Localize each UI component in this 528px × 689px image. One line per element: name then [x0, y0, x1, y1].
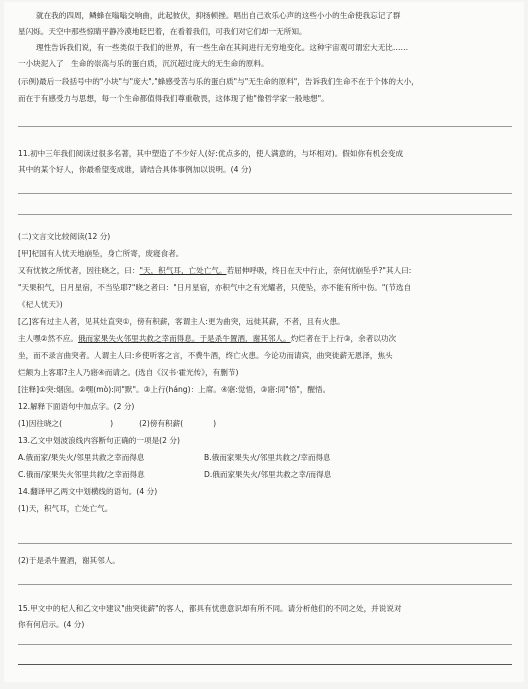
- option-b[interactable]: B.俄而家果失火/邻里共救之/幸而得息: [204, 453, 331, 462]
- answer-line: [18, 126, 512, 127]
- passage-yi-line: 烂额为上客耶?主人乃寤④而请之。(选自《汉书·霍光传》，有删节): [18, 368, 239, 377]
- q12-item-1: (1)因往晓之(: [18, 419, 63, 428]
- question-13-options: [18, 469, 516, 480]
- annotation-notes: [注释]①突:烟囱。②嘿(mò):同"默"。③上行(háng)：上席。④寤:觉悟，③寤:同"悟"，醒悟。: [18, 385, 331, 394]
- question-12-items: [18, 418, 516, 429]
- question-14-text: 14.翻译甲乙两文中划横线的语句。(4 分): [18, 487, 158, 496]
- passage-text: 又有忧彼之所忧者，因往晓之，曰：: [18, 266, 140, 275]
- passage-line: 而在于有感受力与思想，每一个生命都值得我们尊重敬畏，这体现了他"像哲学家一般地想"。: [18, 94, 329, 103]
- passage-line: 一小块泥入了 生命的崇高与乐的蛋白质，沉沉超过庞大的无生命的原料。: [18, 59, 269, 68]
- section-heading: (二)文言文比较阅读(12 分): [18, 232, 111, 241]
- passage-jia-line: 《杞人忧天》): [18, 300, 63, 309]
- question-12-text: 12.解释下面语句中加点字。(2 分): [18, 402, 135, 411]
- question-14-item-2: (2)于是杀牛置酒，谢其邻人。: [18, 556, 120, 565]
- answer-line[interactable]: [18, 543, 512, 544]
- answer-line[interactable]: [18, 644, 512, 645]
- option-d[interactable]: D.俄而家果失火/邻里共救之幸/而得息: [204, 470, 332, 479]
- passage-line: 星闪烁。天空中那些惊睛平静冷漠地眨巴着，在看着我们，可我们对它们却一无所知。: [18, 27, 307, 36]
- underlined-sentence: "天，积气耳，亡处亡气。: [139, 266, 227, 275]
- q12-item-2: (2)傍有积薪(: [139, 419, 184, 428]
- passage-jia-line: [18, 265, 516, 276]
- exam-page: [4, 2, 524, 682]
- question-13-options: [18, 452, 516, 463]
- passage-line: 就在我的四周，鳞蜂在嗡嗡交响曲，此起彼伏，抑扬顿挫。唱出自己欢乐心声的这些小小的生命使我忘记了群: [36, 11, 401, 20]
- passage-yi-line: [乙]客有过主人者，见其灶直突①，傍有积薪，客谓主人:更为曲突，远徙其薪，不者，且有火患。: [18, 317, 345, 326]
- question-14-item-1: (1)天，积气耳，亡处亡气。: [18, 504, 113, 513]
- q12-paren: ): [213, 419, 217, 428]
- answer-line[interactable]: [18, 193, 512, 194]
- passage-jia-line: [甲]杞国有人忧天地崩坠，身亡所寄，废寝食者。: [18, 249, 184, 258]
- passage-yi-line: [18, 333, 516, 344]
- answer-line[interactable]: [18, 214, 512, 215]
- question-15-text: 15.甲文中的杞人和乙文中建议"曲突徙薪"的客人，都具有忧患意识却有所不同。请分析他们的不同之处，并说说对: [18, 604, 402, 613]
- wavy-underlined-sentence: 俄而家果失火邻里共救之幸而得息。: [77, 334, 200, 343]
- passage-line: (示例)最后一段括号中的"小块"与"庞大","蜂感受苦与乐的蛋白质"与"无生命的原料"，告诉我们生命不在于个体的大小，: [18, 77, 419, 86]
- option-c[interactable]: C.俄而/家果失火邻里共救/之幸而得息: [18, 470, 145, 479]
- question-11-text: 其中的某个好人，你最希望变成谁，请结合具体事例加以说明。(4 分): [18, 165, 252, 174]
- q12-paren: ): [110, 419, 114, 428]
- question-15-text: 你有何启示。(4 分): [18, 620, 85, 629]
- passage-text: 主人嘿②然不应。: [18, 334, 78, 343]
- underlined-sentence: 于是杀牛置酒，谢其邻人。: [199, 334, 291, 343]
- answer-line[interactable]: [18, 664, 512, 665]
- question-13-text: 13.乙文中划波浪线内容断句正确的一项是(2 分): [18, 436, 180, 445]
- passage-text: 若屈伸呼吸，终日在天中行止，奈何忧崩坠乎?"其人曰:: [226, 266, 412, 275]
- option-a[interactable]: A.俄而家/果失火/邻里共救之幸而得息: [18, 453, 145, 462]
- answer-line[interactable]: [18, 584, 512, 585]
- passage-jia-line: "天果积气，日月星宿，不当坠耶?"晓之者曰："日月星宿，亦积气中之有光耀者，只使坠，亦不能有所中伤。"(节选自: [18, 283, 412, 292]
- passage-line: 理性告诉我们说，有一些类似于我们的世界，有一些生命在其间进行无穷地变化。这种宇宙观可谓宏大无比……: [36, 43, 409, 52]
- passage-yi-line: 坐，而不录言曲突者。人谓主人曰:乡使听客之言，不费牛酒，终亡火患。今论功而请宾，曲突徙薪无恩泽，焦头: [18, 351, 393, 360]
- passage-text: 灼烂者在于上行③，余者以功次: [290, 334, 397, 343]
- question-11-text: 11.初中三年我们阅读过很多名著，其中塑造了不少好人(好:优点多的，使人满意的，与坏相对)。假如你有机会变成: [18, 149, 404, 158]
